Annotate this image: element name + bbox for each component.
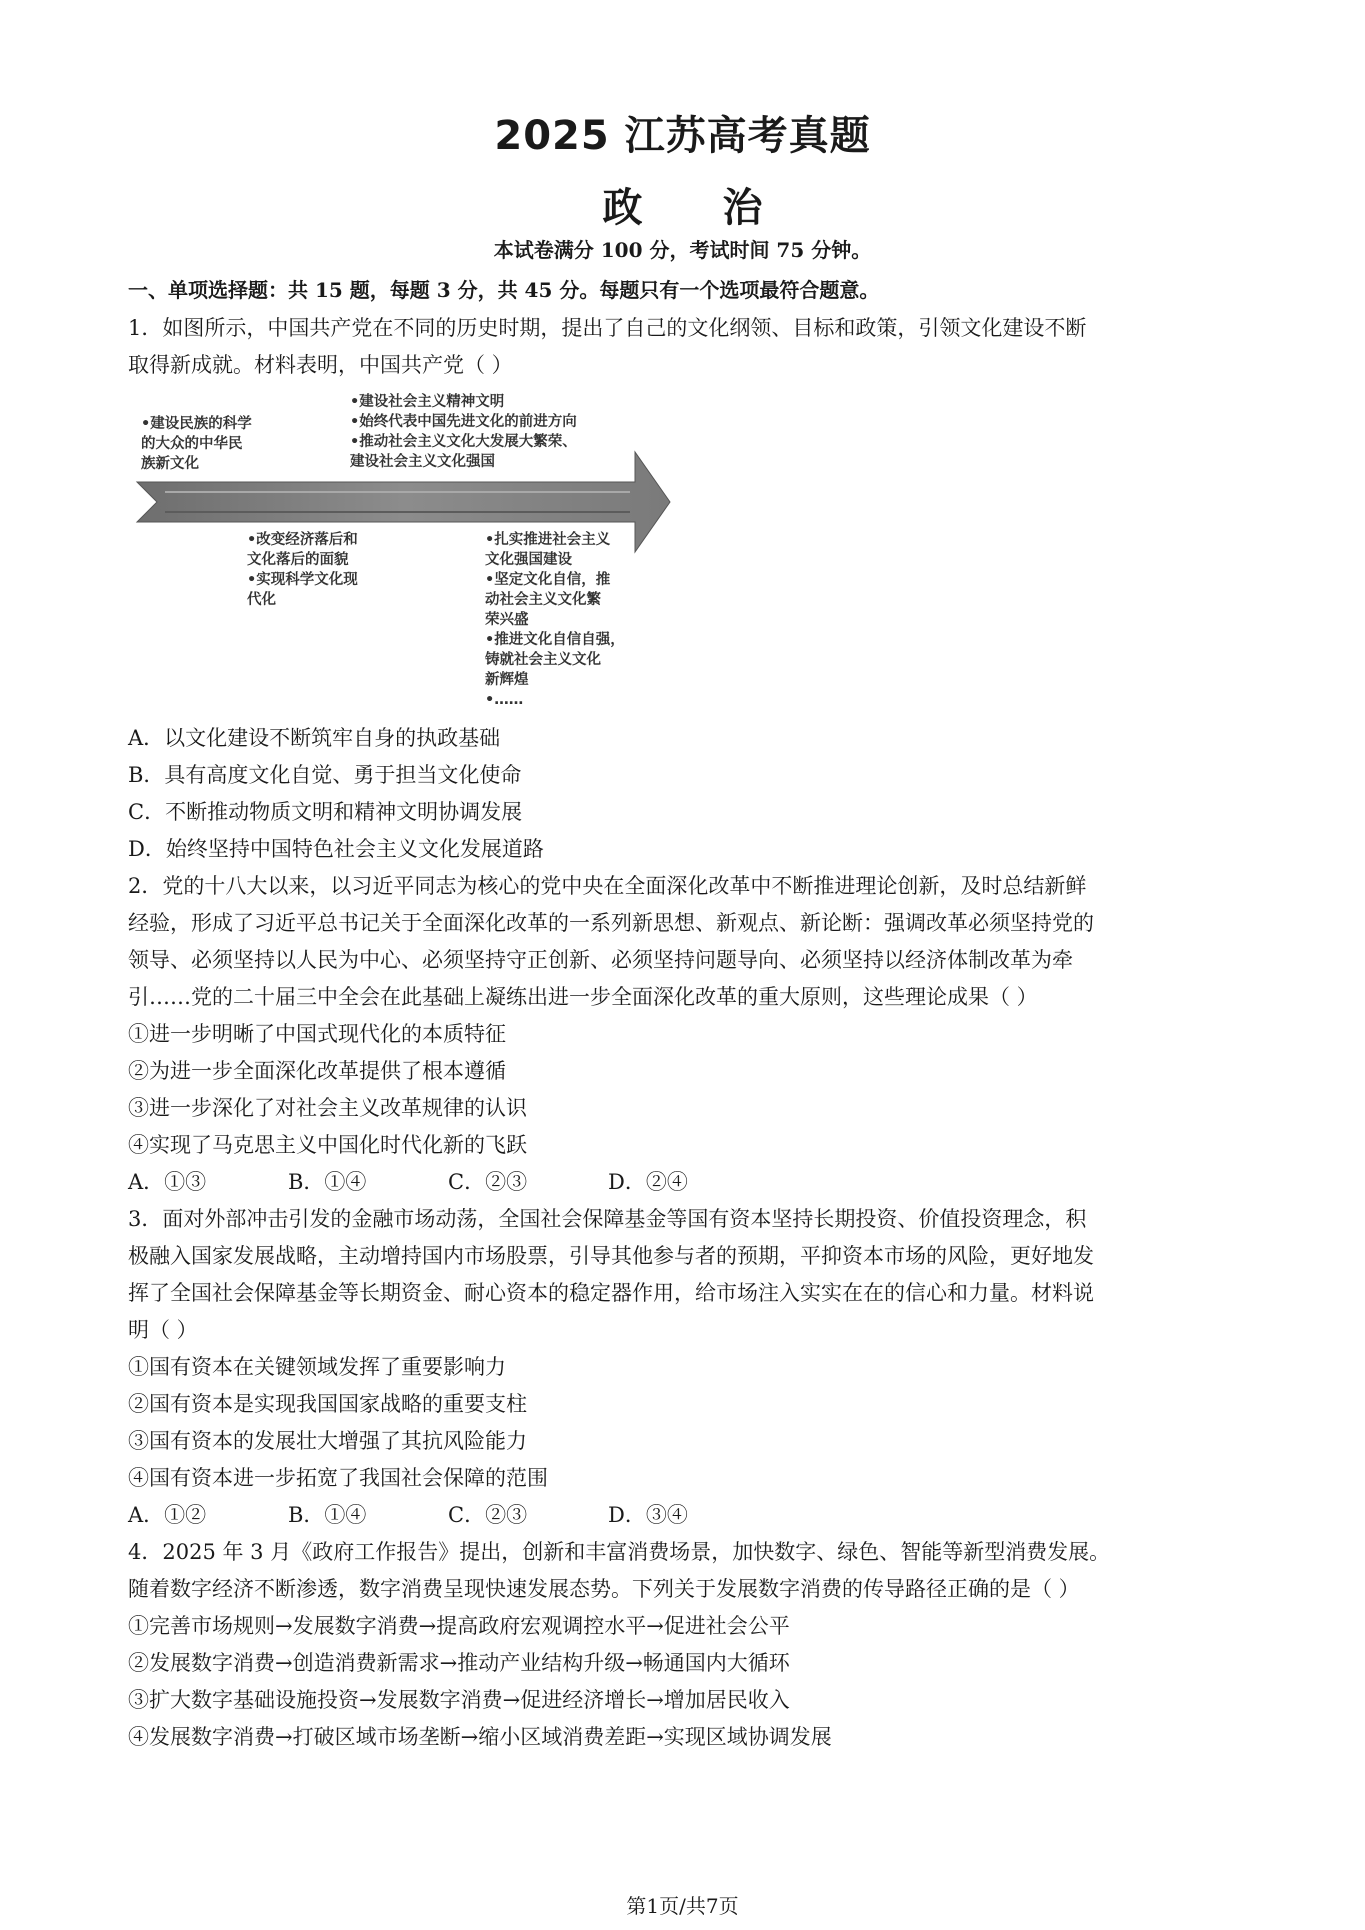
- statement-2: ②发展数字消费→创造消费新需求→推动产业结构升级→畅通国内大循环: [128, 1651, 790, 1675]
- answer-choices: [128, 1164, 1240, 1201]
- question-2: [128, 868, 1240, 1201]
- stem-line: 挥了全国社会保障基金等长期资金、耐心资本的稳定器作用，给市场注入实实在在的信心和力量。材料说: [128, 1281, 1094, 1305]
- stem-line: 1．如图所示，中国共产党在不同的历史时期，提出了自己的文化纲领、目标和政策，引领文化建设不断: [128, 316, 1087, 340]
- statement-2: ②为进一步全面深化改革提供了根本遵循: [128, 1059, 506, 1083]
- stem-line: 取得新成就。材料表明，中国共产党（ ）: [128, 353, 513, 377]
- option-b: B．具有高度文化自觉、勇于担当文化使命: [128, 763, 522, 787]
- option-d: D．始终坚持中国特色社会主义文化发展道路: [128, 837, 544, 861]
- choice-a: A．①②: [128, 1503, 207, 1527]
- page-title: 2025 江苏高考真题: [494, 113, 871, 159]
- stem-line: 2．党的十八大以来，以习近平同志为核心的党中央在全面深化改革中不断推进理论创新，及时总结新鲜: [128, 874, 1087, 898]
- option-c: C．不断推动物质文明和精神文明协调发展: [128, 800, 523, 824]
- statement-1: ①进一步明晰了中国式现代化的本质特征: [128, 1022, 506, 1046]
- subject-title: 政治: [602, 185, 843, 231]
- question-3: [128, 1201, 1240, 1534]
- stem-line: 随着数字经济不断渗透，数字消费呈现快速发展态势。下列关于发展数字消费的传导路径正确的是（ ）: [128, 1577, 1080, 1601]
- statement-4: ④实现了马克思主义中国化时代化新的飞跃: [128, 1133, 527, 1157]
- diagram-top-left: •建设民族的科学 的大众的中华民 族新文化: [141, 416, 252, 472]
- stem-line: 领导、必须坚持以人民为中心、必须坚持守正创新、必须坚持问题导向、必须坚持以经济体制改革为牵: [128, 948, 1073, 972]
- statement-1: ①完善市场规则→发展数字消费→提高政府宏观调控水平→促进社会公平: [128, 1614, 790, 1638]
- question-1-options: [128, 720, 1240, 868]
- choice-d: D．③④: [608, 1503, 688, 1527]
- timeline-diagram: [135, 392, 695, 714]
- choice-b: B．①④: [288, 1503, 367, 1527]
- stem-line: 极融入国家发展战略，主动增持国内市场股票，引导其他参与者的预期，平抑资本市场的风险，更好地发: [128, 1244, 1094, 1268]
- statement-2: ②国有资本是实现我国国家战略的重要支柱: [128, 1392, 527, 1416]
- stem-line: 引……党的二十届三中全会在此基础上凝练出进一步全面深化改革的重大原则，这些理论成果（ ）: [128, 985, 1038, 1009]
- statement-3: ③国有资本的发展壮大增强了其抗风险能力: [128, 1429, 527, 1453]
- choice-c: C．②③: [448, 1503, 528, 1527]
- section-heading: 一、单项选择题：共 15 题，每题 3 分，共 45 分。每题只有一个选项最符合题意。: [128, 278, 880, 302]
- diagram-top-right: •建设社会主义精神文明 •始终代表中国先进文化的前进方向 •推动社会主义文化大发展大繁荣、 建设社会主义文化强国: [350, 394, 577, 470]
- statement-4: ④国有资本进一步拓宽了我国社会保障的范围: [128, 1466, 548, 1490]
- question-1-stem: [128, 310, 1240, 384]
- diagram-bottom-right: •扎实推进社会主义 文化强国建设 •坚定文化自信，推 动社会主义文化繁 荣兴盛 •推进文化自信自强， 铸就社会主义文化 新辉煌 •……: [485, 532, 625, 708]
- stem-line: 3．面对外部冲击引发的金融市场动荡，全国社会保障基金等国有资本坚持长期投资、价值投资理念，积: [128, 1207, 1087, 1231]
- stem-line: 经验，形成了习近平总书记关于全面深化改革的一系列新思想、新观点、新论断：强调改革必须坚持党的: [128, 911, 1094, 935]
- choice-a: A．①③: [128, 1170, 207, 1194]
- question-4: [128, 1534, 1240, 1756]
- choice-d: D．②④: [608, 1170, 688, 1194]
- option-a: A．以文化建设不断筑牢自身的执政基础: [128, 726, 501, 750]
- choice-c: C．②③: [448, 1170, 528, 1194]
- statement-3: ③扩大数字基础设施投资→发展数字消费→促进经济增长→增加居民收入: [128, 1688, 790, 1712]
- diagram-bottom-left: •改变经济落后和 文化落后的面貌 •实现科学文化现 代化: [247, 532, 358, 608]
- answer-choices: [128, 1497, 1240, 1534]
- exam-note: 本试卷满分 100 分，考试时间 75 分钟。: [493, 238, 872, 262]
- choice-b: B．①④: [288, 1170, 367, 1194]
- statement-3: ③进一步深化了对社会主义改革规律的认识: [128, 1096, 527, 1120]
- statement-1: ①国有资本在关键领域发挥了重要影响力: [128, 1355, 506, 1379]
- stem-line: 明（ ）: [128, 1318, 198, 1342]
- page-footer: 第1页/共7页: [626, 1894, 739, 1918]
- statement-4: ④发展数字消费→打破区域市场垄断→缩小区域消费差距→实现区域协调发展: [128, 1725, 832, 1749]
- stem-line: 4．2025 年 3 月《政府工作报告》提出，创新和丰富消费场景，加快数字、绿色、智能等新型消费发展。: [128, 1540, 1111, 1564]
